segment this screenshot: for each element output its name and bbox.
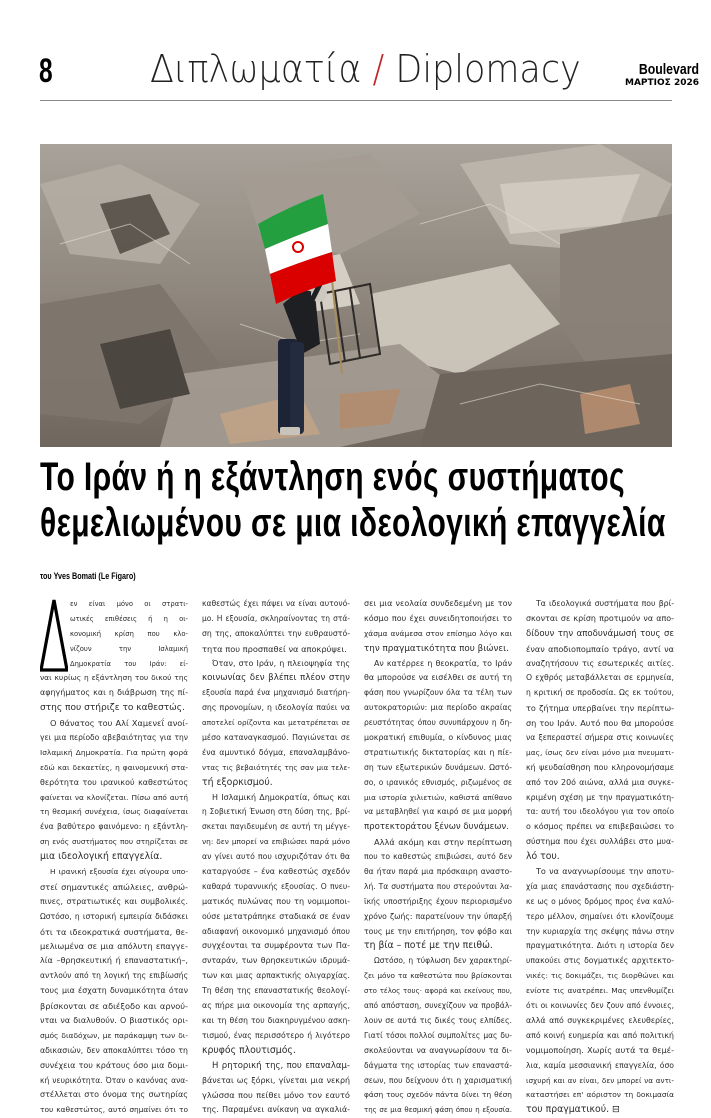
text-line: ότι οι κοινωνίες δεν ζουν από έννοιες, <box>526 1001 674 1011</box>
text-line: πραγματικότητα. Διότι η ιστορία δεν <box>526 941 674 951</box>
text-line: βάνεται ως ξόρκι, γίνεται μια νεκρή <box>202 1075 350 1085</box>
text-line: κε ως ο μόνος δρόμος προς ένα καλύ- <box>526 896 674 906</box>
header-divider <box>40 100 672 101</box>
text-line: ναι κυρίως η εξάντληση του δικού της <box>40 673 188 683</box>
text-line: τη θεσμική συνέχεια, ίσως διαφαίνεται <box>40 807 188 817</box>
text-line: της. Παραμένει ανίκανη να αγκαλιά- <box>202 1105 350 1115</box>
text-line: γλώσσα που πείθει μόνο τον εαυτό <box>202 1090 350 1101</box>
text-line: καταργούσε – ένα καθεστώς σχεδόν <box>202 867 350 877</box>
text-line: Η ρητορική της, που επαναλαμ- <box>212 1060 350 1071</box>
text-line: νται να διαλυθούν. Ο βιαστικός ορι- <box>40 1015 188 1025</box>
text-line: σκεται παγιδευμένη σε αυτή τη μέγγε- <box>202 822 350 832</box>
text-line: Ωστόσο, η ιστορική εμπειρία διδάσκει <box>40 911 188 921</box>
text-line: κοινωνίας δεν βλέπει πλέον στην <box>202 673 350 684</box>
text-line: χάσμα ανάμεσα στον επίσημο λόγο και <box>364 628 512 638</box>
text-line: έναν αποδιοπομπαίο τράγο, αντί να <box>526 643 674 654</box>
text-line: σμός διαδόχων, με παράκαμψη των δι- <box>40 1030 188 1040</box>
text-line: σο, ο ιρανικός εθνισμός, ριζωμένος σε <box>364 777 512 787</box>
text-line: τητα που προσπαθεί να αποκρύψει. <box>202 643 347 654</box>
text-line: λουν σε αυτά τις δικές τους ελπίδες. <box>364 1015 512 1025</box>
text-line: γει μια περίοδο αβεβαιότητας για την <box>40 733 188 743</box>
text-line: υπακούει στις δογματικές αρχιτεκτο- <box>526 956 674 966</box>
text-line: ρευστότητας όπου συνυπάρχουν η δη- <box>364 718 512 728</box>
text-line: των και μιας αρπακτικής ολιγαρχίας. <box>202 971 350 981</box>
article-byline: του Yves Bomati (Le Figaro) <box>40 571 136 581</box>
rubble-scene-illustration <box>40 144 672 447</box>
text-line: ση του Ιράν. Αυτό που θα μπορούσε <box>526 718 674 729</box>
text-line: αν γίνει αυτό που ισχυριζόταν ότι θα <box>202 852 350 862</box>
text-line: αντλούν από τη λογική της επιβίωσής <box>40 971 188 981</box>
text-line: Ωστόσο, η τύφλωση δεν χαρακτηρί- <box>374 956 512 966</box>
text-line: κρυφός πλουτισμός. <box>202 1044 296 1056</box>
text-line: στεί σημαντικές απώλειες, ανθρώ- <box>40 881 188 892</box>
text-line: θα μπορούσε να εισέλθει σε αυτή τη <box>364 673 512 683</box>
text-line: Ισλαμική Δημοκρατία. Για πρώτη φορά <box>40 747 188 757</box>
text-line: τους μια έσχατη δυναμικότητα όταν <box>40 986 188 996</box>
text-line: σκολεύονται να αναγνωρίσουν τα δι- <box>364 1045 512 1055</box>
section-title-greek: Διπλωματία <box>150 47 362 91</box>
text-line: θα ήταν παρά μια πρόσκαιρη αναστο- <box>364 867 512 877</box>
text-line: βρίσκονται σε αδιέξοδο και αρνού- <box>40 1001 188 1012</box>
text-line: μελιωμένα σε μια απόλυτη επαγγε- <box>40 941 188 952</box>
text-line: εδώ και δεκαετίες, η φαινομενική στα- <box>40 762 188 772</box>
text-line: της σε μια θεσμική φάση όπου η εξουσία. <box>364 1106 512 1115</box>
text-line: ούσε μετατράπηκε σταδιακά σε έναν <box>202 911 350 921</box>
headline-line: Το Ιράν ή η εξάντληση ενός συστήματος <box>40 455 625 499</box>
text-line: λή. Τα συστήματα που στερούνται λα- <box>364 881 512 891</box>
text-line: κή νευρικότητα. Όταν ο κανόνας ανα- <box>40 1075 188 1085</box>
text-line: τερο μέλλον, σημαίνει ότι κλονίζουμε <box>526 911 674 921</box>
text-line: λια, καμία μεσσιανική επαγγελία, όσο <box>526 1060 674 1070</box>
publication-name: Boulevard <box>638 61 699 78</box>
text-line: τη βία – ποτέ με την πειθώ. <box>364 940 493 952</box>
text-line: να ξεπεραστεί σήμερα στις κοινωνίες <box>526 733 674 743</box>
article-column-1 <box>40 597 188 1118</box>
text-line: ση της, αποκαλύπτει την ευθραυστό- <box>202 628 350 638</box>
publication-masthead <box>625 62 699 89</box>
section-title <box>150 44 581 94</box>
text-line: Ο εχθρός μεταβάλλεται σε ερμηνεία, <box>526 673 674 683</box>
section-title-slash: / <box>372 47 385 91</box>
text-line: σνταράν, των θρησκευτικών ιδρυμά- <box>202 956 350 966</box>
text-line: η κριτική σε προδοσία. Ως εκ τούτου, <box>526 688 674 698</box>
text-line: ωτικές επιθέσεις ή η οι- <box>70 614 188 623</box>
text-line: ότι τα ιδεοκρατικά συστήματα, θε- <box>40 926 188 937</box>
headline-line: θεμελιωμένου σε μια ιδεολογική επαγγελία <box>40 501 666 545</box>
text-line: Η ιρανική εξουσία έχει σίγουρα υπο- <box>50 867 188 877</box>
text-line: μια ιδεολογική επαγγελία. <box>40 851 163 863</box>
text-line: αλλά από συγκεκριμένες ελευθερίες, <box>526 1015 674 1025</box>
article-headline <box>40 454 680 546</box>
text-line: μέσο καταναγκασμού. Παγιώνεται σε <box>202 733 350 743</box>
rubble-pile <box>40 144 672 447</box>
text-line: να μεταβληθεί για καιρό σε μια μορφή <box>364 807 512 817</box>
text-line: εξουσία παρά ένα μηχανισμό διατήρη- <box>202 688 350 698</box>
text-line: και τη θέση του διακηρυγμένου ασκη- <box>202 1015 350 1025</box>
text-line: Αν κατέρρεε η θεοκρατία, το Ιράν <box>374 658 512 668</box>
text-line: λό του. <box>526 851 560 863</box>
text-line: ισχυρή και αν είναι, δεν μπορεί να αντι- <box>526 1075 674 1085</box>
text-line: στης που στήριζε το καθεστώς. <box>40 703 185 714</box>
text-line: την πραγματικότητα που βιώνει. <box>364 643 509 654</box>
text-line: νομιμοποίηση. Χωρίς αυτά τα θεμέ- <box>526 1045 674 1055</box>
text-line: συνέχεια του κράτους όσο μια δομι- <box>40 1060 188 1070</box>
drop-cap-letter: Δ <box>40 598 41 599</box>
article-column-4 <box>526 597 674 1118</box>
text-line: καθαρά τυραννικής εξουσίας. Ο πνευ- <box>202 881 350 891</box>
text-line: στρατιωτικής δικτατορίας και η πίε- <box>364 747 512 757</box>
text-line: ντας τις βεβαιότητές της σαν μια τελε- <box>202 762 350 772</box>
text-line: Τα ιδεολογικά συστήματα που βρί- <box>536 599 674 608</box>
page-number: 8 <box>39 52 53 90</box>
text-line: εν είναι μόνο οι στρατι- <box>70 600 188 608</box>
text-line: χρόνο ζωής: παρατείνουν την ύπαρξή <box>364 911 512 921</box>
text-line: χία μιας επανάστασης που σχεδιάστη- <box>526 881 674 891</box>
text-line: ση ενός συστήματος που στηρίζεται σε <box>40 837 188 847</box>
text-line: σει μια νεολαία συνδεδεμένη με τον <box>364 599 512 608</box>
text-line: φάση που γνωρίζουν όλα τα τέλη των <box>364 688 512 698</box>
text-line: ένα βαθύτερο φαινόμενο: η εξάντλη- <box>40 822 188 832</box>
text-line: σκονται σε κρίση προτιμούν να απο- <box>526 613 674 623</box>
text-line: στέλλεται στο όνομα της σωτηρίας <box>40 1090 188 1100</box>
text-line: το ζήτημα υπερβαίνει την περίπτω- <box>526 703 674 714</box>
text-line: Τη θέση της επαναστατικής θεολογί- <box>202 986 350 996</box>
text-line: δίδουν την αποδυνάμωσή τους σε <box>526 628 674 639</box>
text-line: Δημοκρατία του Ιράν: εί- <box>70 659 188 668</box>
text-line: αδιαφανή οικονομικό μηχανισμό όπου <box>202 926 350 936</box>
issue-date: ΜΑΡΤΙΟΣ 2026 <box>625 78 699 88</box>
text-line: του καθεστώτος, αυτό σημαίνει ότι το <box>40 1105 188 1115</box>
text-line: σης προνομίων, η ιδεολογία παύει να <box>202 703 350 713</box>
section-title-english: Diplomacy <box>395 47 581 91</box>
text-line: ο κόσμος πρέπει να επιβεβαιώσει το <box>526 822 674 832</box>
text-line: ας πήρε μια οικονομία της αρπαγής, <box>202 1001 350 1011</box>
text-line: η Σοβιετική Ένωση στη δύση της, βρί- <box>202 807 350 817</box>
text-line: συγχέονται τα συμφέροντα των Πα- <box>202 941 350 951</box>
text-line: τή εξορκισμού. <box>202 776 273 788</box>
text-line: μο. Η εξουσία, σκληραίνοντας τη στά- <box>202 613 350 623</box>
text-line: από τον 20ό αιώνα, αλλά μια συγκε- <box>526 777 674 787</box>
text-line: μια ιστορία χιλιετιών, καθιστά απίθανο <box>364 792 512 802</box>
text-line: σεων, που δείχνουν ότι η χαρισματική <box>364 1075 512 1085</box>
article-column-3 <box>364 597 512 1118</box>
text-line: ϊκής υποστήριξης έχουν περιορισμένο <box>364 896 512 906</box>
text-line: Το να αναγνωρίσουμε την αποτυ- <box>536 867 674 877</box>
text-line: ενίοτε τις ανατρέπει. Μας υπενθυμίζει <box>526 986 674 996</box>
text-line: ζει μόνο τα καθεστώτα που βρίσκονται <box>364 971 512 981</box>
text-line: ση των εξωτερικών δυνάμεων. Ωστό- <box>364 762 512 772</box>
text-line: Η Ισλαμική Δημοκρατία, όπως και <box>212 792 350 802</box>
text-line: αποτελεί ορίζοντα και μετατρέπεται σε <box>202 718 350 728</box>
text-line: προτεκτοράτου ξένων δυνάμεων. <box>364 822 509 833</box>
text-line: Αλλά ακόμη και στην περίπτωση <box>374 837 512 848</box>
text-line: ένα αμυντικό δόγμα, επαναλαμβάνο- <box>202 747 350 757</box>
text-line: του πραγματικού. ⊟ <box>526 1104 620 1116</box>
text-line: καθεστώς έχει πάψει να είναι αυτονό- <box>202 599 350 608</box>
text-line: πινες, στρατιωτικές και συμβολικές. <box>40 896 188 906</box>
text-line: στο τέλος τους· αφορά και εκείνους που, <box>364 986 512 996</box>
text-line: την κυριαρχία της σκέψης πάνω στην <box>526 926 674 936</box>
article-photo <box>40 144 672 447</box>
text-line: καταστήσει επ' αόριστον τη δοκιμασία <box>526 1090 674 1100</box>
text-line: αναζητήσουν τις εσωτερικές αιτίες. <box>526 658 674 668</box>
text-line: φάση τους σχεδόν πάντα δίνει τη θέση <box>364 1090 512 1100</box>
text-line: κή ψευδαίσθηση που κληρονομήσαμε <box>526 762 674 772</box>
text-line: αδικασιών, δεν αποκαλύπτει τόσο τη <box>40 1045 188 1055</box>
text-line: Γιατί τόσοι πολλοί συμπολίτες μας δυ- <box>364 1030 512 1040</box>
text-line: κονομική κρίση που κλο- <box>70 629 188 638</box>
text-line: φαίνεται να κλονίζεται. Πίσω από αυτή <box>40 792 188 802</box>
text-line: μοκρατική επιθυμία, ο κίνδυνος μιας <box>364 733 512 743</box>
text-line: που το καθεστώς επιβιώσει, αυτό δεν <box>364 852 512 862</box>
text-line: από απόσταση, συνεχίζουν να προβάλ- <box>364 1001 512 1011</box>
text-line: δάγματα της ιστορίας των επαναστά- <box>364 1060 512 1070</box>
article-column-2 <box>202 597 350 1118</box>
text-line: νίζουν την Ισλαμική <box>70 644 188 653</box>
text-line: Όταν, στο Ιράν, η πλειοψηφία της <box>212 658 350 668</box>
text-line: σύστημα που έχει συλλάβει στο μυα- <box>526 837 674 847</box>
text-line: νικές: τις δοκιμάζει, τις διορθώνει και <box>526 971 674 981</box>
text-line: από κοινή ευημερία και από πολιτική <box>526 1030 674 1040</box>
text-line: αυτοκρατοριών: μια περίοδο ακραίας <box>364 703 512 713</box>
text-line: Ο θάνατος του Αλί Χαμενεΐ ανοί- <box>50 718 188 729</box>
text-line: κριμένη σχέση με την πραγματικότη- <box>526 792 674 802</box>
text-line: μας, ίσως δεν είναι μόνο μια πνευματι- <box>526 747 674 757</box>
text-line: τισμού, ένας περισσότερο ή λιγότερο <box>202 1030 350 1040</box>
text-line: τα: αυτή του ιδεολόγου για τον οποίο <box>526 807 674 817</box>
text-line: τους με την επιτήρηση, τον φόβο και <box>364 926 512 936</box>
text-line: λία –θρησκευτική ή επαναστατική–, <box>40 956 188 966</box>
text-line: αφηγήματος και η διάβρωση της πί- <box>40 688 188 698</box>
text-line: νη: δεν μπορεί να επιβιώσει παρά μόνο <box>202 837 350 847</box>
text-line: θερότητα του ιρανικού καθεστώτος <box>40 777 188 787</box>
text-line: κόσμο που έχει συνειδητοποιήσει το <box>364 613 512 623</box>
text-line: ματικός πυλώνας που τη νομιμοποι- <box>202 896 350 906</box>
